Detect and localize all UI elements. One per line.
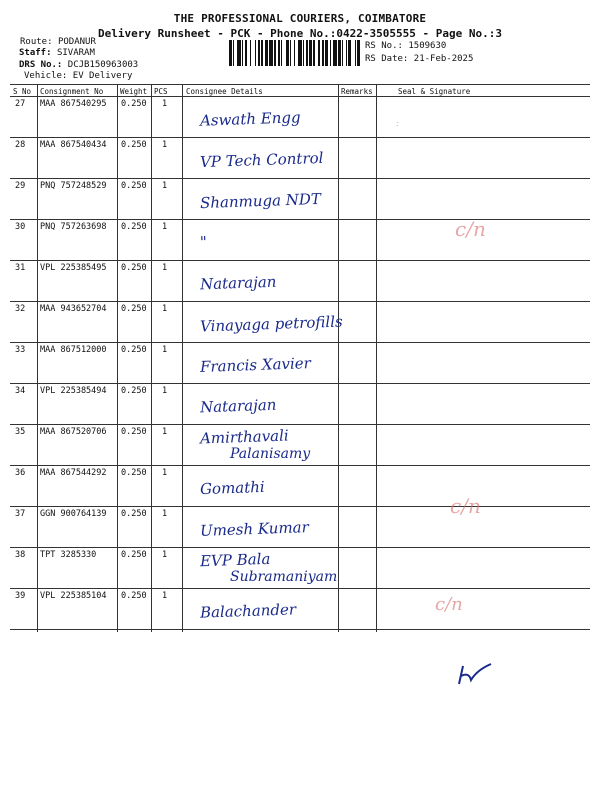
cell-consignment: GGN 900764139 <box>40 509 107 519</box>
consignee-name-line2: Subramaniyam <box>230 569 338 585</box>
cell-sno: 33 <box>15 345 26 355</box>
cell-pcs: 1 <box>162 304 168 314</box>
cell-pcs: 1 <box>162 427 168 437</box>
stamp-mark: c/n <box>455 217 486 241</box>
consignee-name: Aswath Engg <box>199 108 301 130</box>
cell-weight: 0.250 <box>121 550 147 560</box>
cell-consignment: MAA 943652704 <box>40 304 107 314</box>
consignee-name: Balachander <box>199 600 297 622</box>
consignee-name: Natarajan <box>199 272 277 294</box>
table-row <box>10 506 590 547</box>
table-row <box>10 219 590 260</box>
cell-sno: 32 <box>15 304 26 314</box>
consignee-name: VP Tech Control <box>199 148 324 172</box>
header-top-line <box>10 84 590 85</box>
runsheet-table <box>10 84 590 632</box>
consignee-name: Natarajan <box>199 395 277 417</box>
runsheet-title: Delivery Runsheet - PCK - Phone No.:0422-3505555 - Page No.:3 <box>98 27 502 40</box>
cell-sno: 30 <box>15 222 26 232</box>
cell-pcs: 1 <box>162 509 168 519</box>
header-sno: S No <box>13 87 32 96</box>
table-row <box>10 137 590 178</box>
cell-consignment: VPL 225385494 <box>40 386 107 396</box>
cell-consignment: VPL 225385104 <box>40 591 107 601</box>
consignee-name: Umesh Kumar <box>199 518 310 540</box>
table-row <box>10 383 590 424</box>
cell-consignment: PNQ 757263698 <box>40 222 107 232</box>
rs-number: RS No.: 1509630 <box>365 41 447 51</box>
cell-pcs: 1 <box>162 468 168 478</box>
table-row <box>10 465 590 506</box>
stamp-mark: c/n <box>450 494 481 518</box>
table-row <box>10 424 590 465</box>
cell-sno: 35 <box>15 427 26 437</box>
cell-weight: 0.250 <box>121 509 147 519</box>
cell-weight: 0.250 <box>121 140 147 150</box>
header-weight: Weight <box>120 87 148 96</box>
cell-pcs: 1 <box>162 181 168 191</box>
rs-date: RS Date: 21-Feb-2025 <box>365 54 474 64</box>
header-consignment: Consignment No <box>40 87 104 96</box>
header-remarks: Remarks <box>341 87 373 96</box>
row-divider <box>10 629 590 630</box>
cell-pcs: 1 <box>162 591 168 601</box>
cell-weight: 0.250 <box>121 99 147 109</box>
consignee-name: " <box>199 232 208 252</box>
consignee-name: Gomathi <box>199 477 265 499</box>
cell-consignment: MAA 867520706 <box>40 427 107 437</box>
cell-sno: 31 <box>15 263 26 273</box>
signature-tick <box>455 662 495 690</box>
header-seal: Seal & Signature <box>398 87 471 96</box>
consignee-name: Shanmuga NDT <box>199 189 322 213</box>
header-consignee: Consignee Details <box>186 87 263 96</box>
cell-consignment: TPT 3285330 <box>40 550 97 560</box>
cell-consignment: MAA 867512000 <box>40 345 107 355</box>
cell-consignment: MAA 867540295 <box>40 99 107 109</box>
stamp-mark: c/n <box>435 594 463 615</box>
cell-consignment: MAA 867540434 <box>40 140 107 150</box>
cell-pcs: 1 <box>162 345 168 355</box>
cell-pcs: 1 <box>162 99 168 109</box>
cell-sno: 39 <box>15 591 26 601</box>
cell-consignment: VPL 225385495 <box>40 263 107 273</box>
cell-sno: 27 <box>15 99 26 109</box>
cell-consignment: MAA 867544292 <box>40 468 107 478</box>
company-title: THE PROFESSIONAL COURIERS, COIMBATORE <box>173 12 427 25</box>
cell-pcs: 1 <box>162 550 168 560</box>
consignee-name: EVP Bala <box>199 549 271 571</box>
cell-consignment: PNQ 757248529 <box>40 181 107 191</box>
table-row <box>10 96 590 137</box>
table-row <box>10 547 590 588</box>
consignee-name: Vinayaga petrofills <box>199 312 343 336</box>
cell-pcs: 1 <box>162 222 168 232</box>
cell-pcs: 1 <box>162 263 168 273</box>
cell-weight: 0.250 <box>121 222 147 232</box>
table-row <box>10 301 590 342</box>
table-row <box>10 178 590 219</box>
cell-sno: 37 <box>15 509 26 519</box>
cell-pcs: 1 <box>162 140 168 150</box>
table-row <box>10 342 590 383</box>
cell-weight: 0.250 <box>121 345 147 355</box>
cell-weight: 0.250 <box>121 263 147 273</box>
cell-pcs: 1 <box>162 386 168 396</box>
cell-sno: 38 <box>15 550 26 560</box>
consignee-name-line2: Palanisamy <box>230 446 311 462</box>
cell-weight: 0.250 <box>121 181 147 191</box>
cell-sno: 34 <box>15 386 26 396</box>
consignee-name: Amirthavali <box>199 426 289 448</box>
table-row <box>10 260 590 301</box>
cell-sno: 36 <box>15 468 26 478</box>
stamp-mark: : <box>396 119 400 129</box>
cell-weight: 0.250 <box>121 386 147 396</box>
cell-weight: 0.250 <box>121 468 147 478</box>
cell-weight: 0.250 <box>121 427 147 437</box>
route-field: Route: PODANUR <box>20 37 96 47</box>
cell-weight: 0.250 <box>121 591 147 601</box>
drs-field: DRS No.: DCJB150963003 <box>19 60 139 70</box>
consignee-name: Francis Xavier <box>199 354 312 376</box>
cell-sno: 29 <box>15 181 26 191</box>
cell-weight: 0.250 <box>121 304 147 314</box>
header-pcs: PCS <box>154 87 168 96</box>
staff-field: Staff: SIVARAM <box>19 48 95 58</box>
vehicle-field: Vehicle: EV Delivery <box>24 71 133 81</box>
table-row <box>10 588 590 629</box>
cell-sno: 28 <box>15 140 26 150</box>
barcode <box>229 40 360 66</box>
